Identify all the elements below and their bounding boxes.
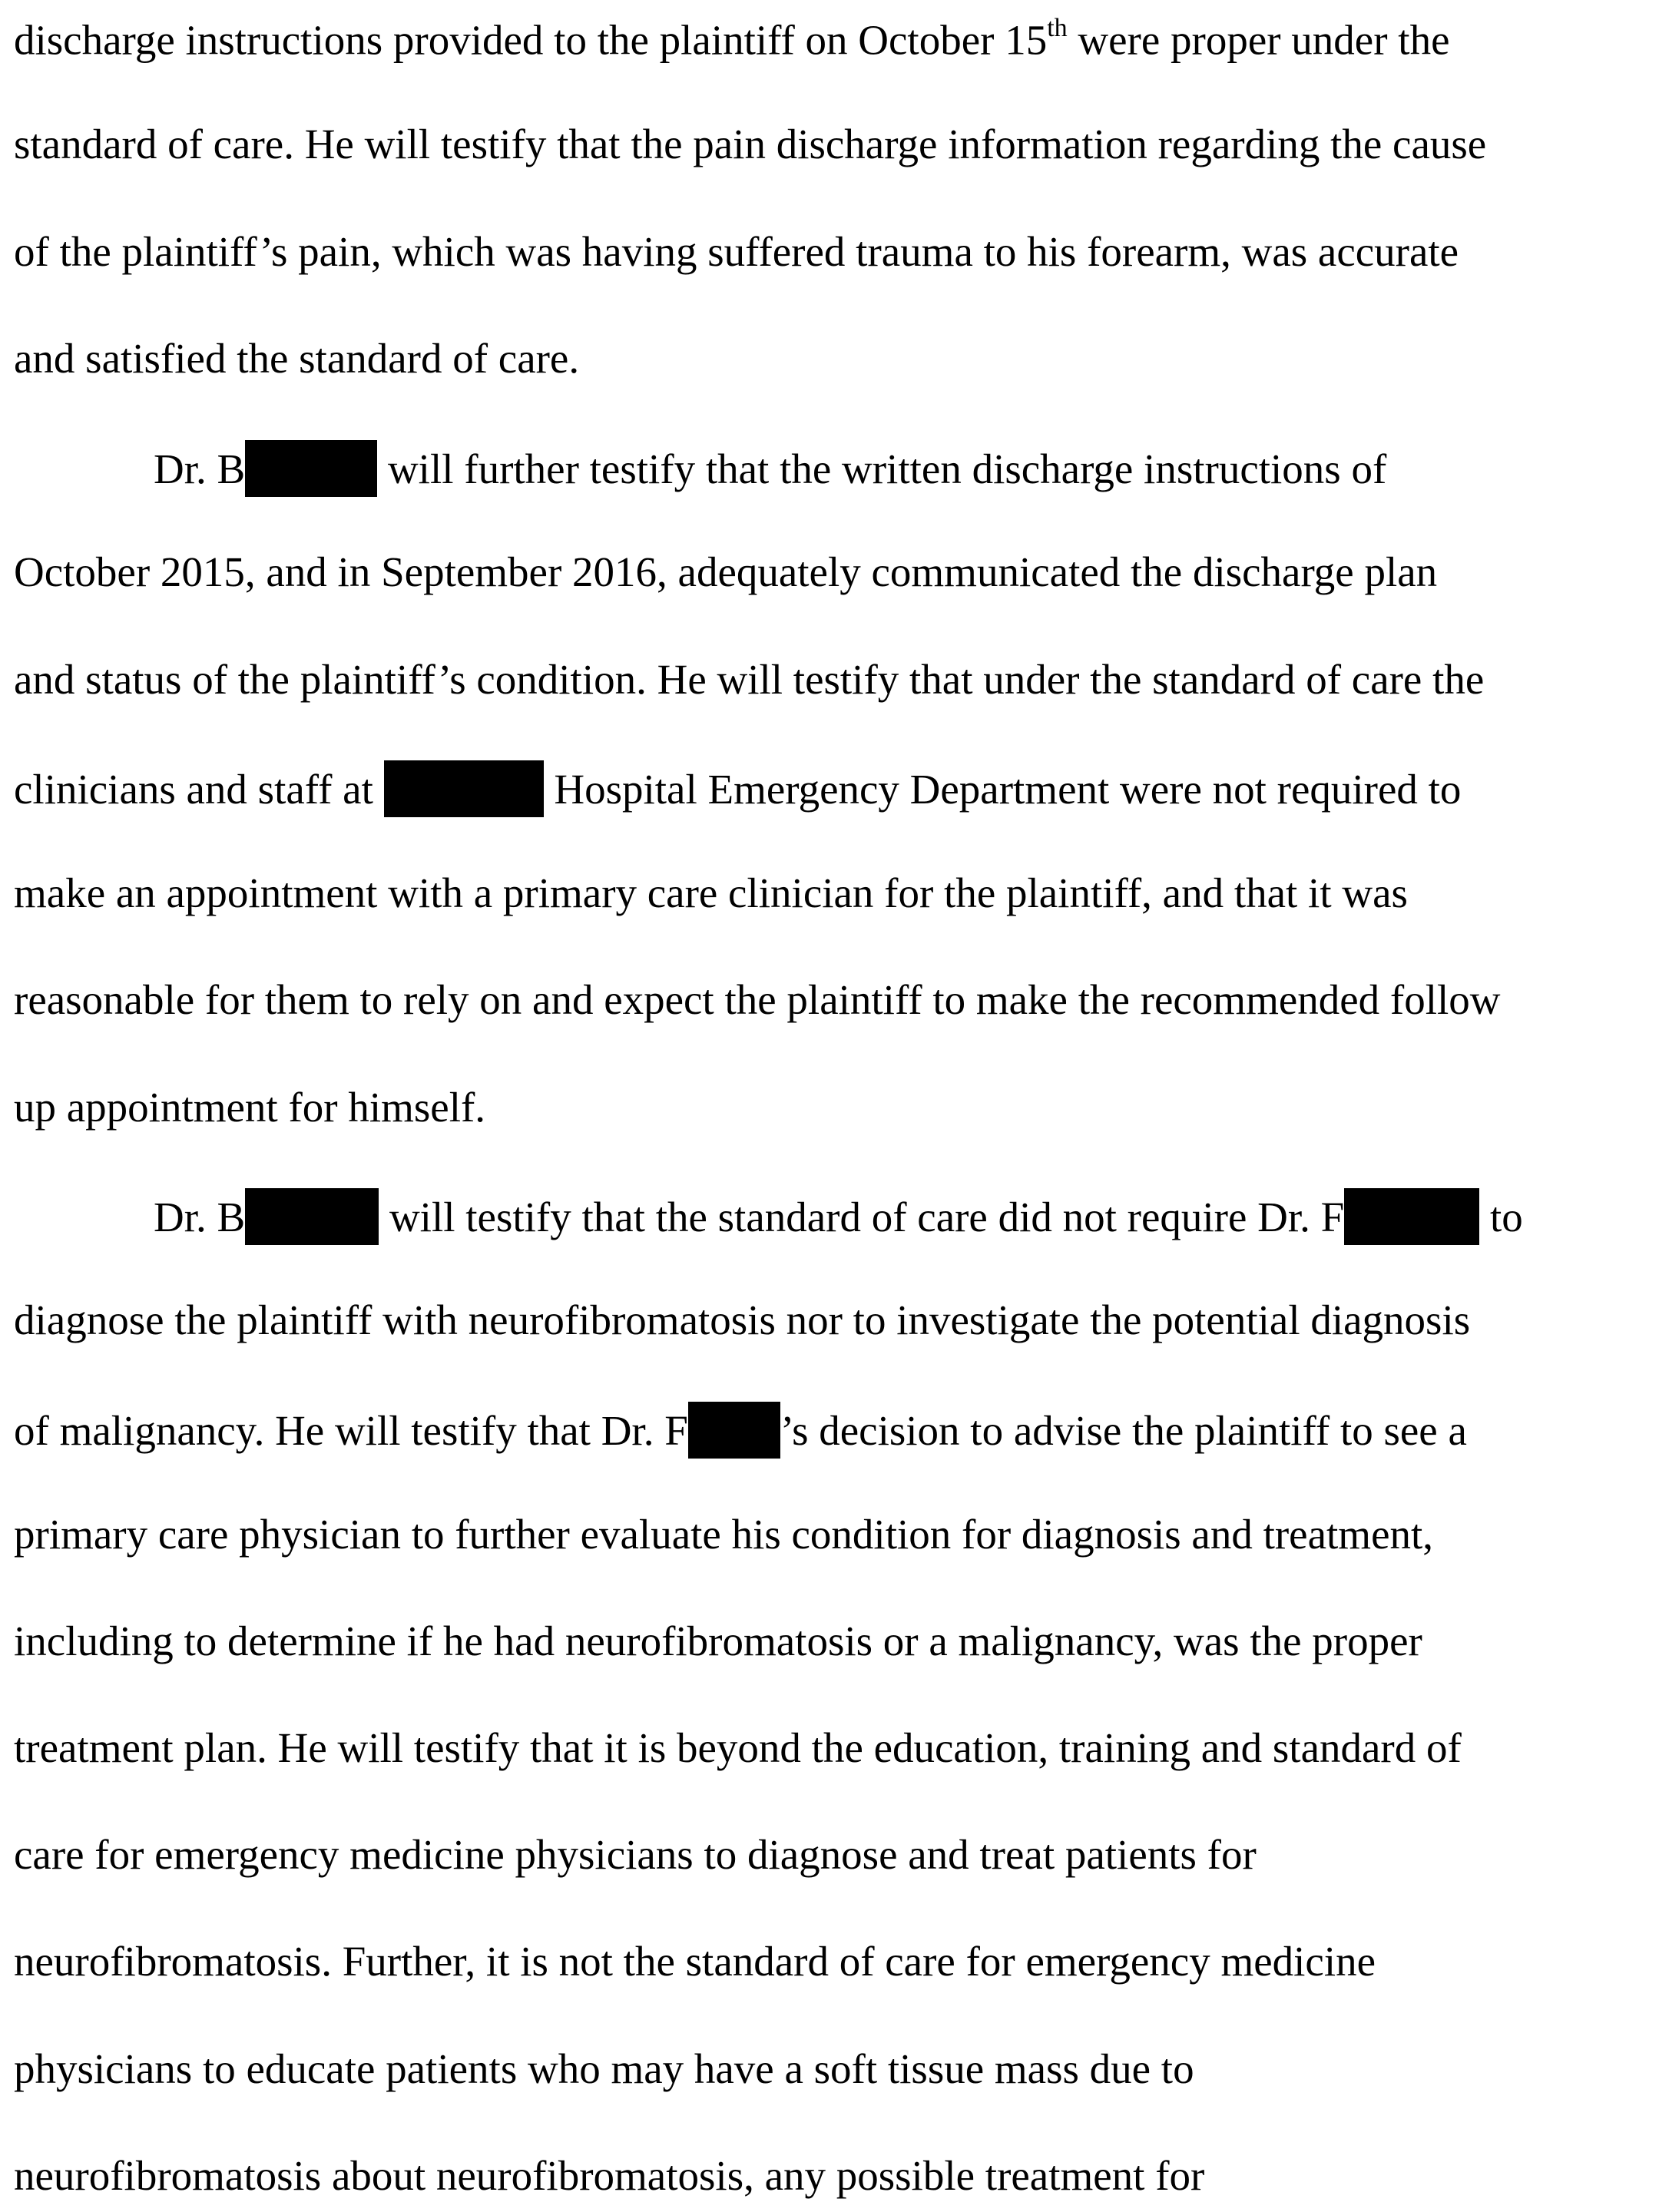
text-line: standard of care. He will testify that the pain discharge information regarding the cause bbox=[14, 121, 1487, 167]
text-line: of the plaintiff’s pain, which was having suffered trauma to his forearm, was accurate bbox=[14, 228, 1459, 275]
text-line: primary care physician to further evaluate his condition for diagnosis and treatment, bbox=[14, 1511, 1434, 1558]
redaction-box bbox=[688, 1402, 780, 1459]
text-line: make an appointment with a primary care clinician for the plaintiff, and that it was bbox=[14, 869, 1408, 916]
text-line: neurofibromatosis. Further, it is not the standard of care for emergency medicine bbox=[14, 1938, 1376, 1985]
text-line: of malignancy. He will testify that Dr. F ’s decision to advise the plaintiff to see a bbox=[14, 1402, 1467, 1459]
text-line: neurofibromatosis about neurofibromatosis, any possible treatment for bbox=[14, 2152, 1205, 2199]
text-line: diagnose the plaintiff with neurofibromatosis nor to investigate the potential diagnosis bbox=[14, 1296, 1471, 1343]
text-line: up appointment for himself. bbox=[14, 1084, 486, 1131]
paragraph-start-line: Dr. B will testify that the standard of care did not require Dr. F to bbox=[154, 1188, 1523, 1245]
redaction-box bbox=[1344, 1188, 1479, 1245]
redaction-box bbox=[245, 1188, 379, 1245]
text-line: including to determine if he had neurofibromatosis or a malignancy, was the proper bbox=[14, 1618, 1422, 1664]
redaction-box bbox=[245, 440, 377, 497]
text-line: physicians to educate patients who may have a soft tissue mass due to bbox=[14, 2045, 1194, 2092]
text-line: and satisfied the standard of care. bbox=[14, 335, 580, 382]
text-line: clinicians and staff at Hospital Emergency Department were not required to bbox=[14, 760, 1461, 817]
text-line: treatment plan. He will testify that it is beyond the education, training and standard of bbox=[14, 1724, 1462, 1771]
paragraph-start-line: Dr. B will further testify that the written discharge instructions of bbox=[154, 440, 1386, 497]
text-line: October 2015, and in September 2016, adequately communicated the discharge plan bbox=[14, 548, 1438, 595]
text-line: care for emergency medicine physicians to diagnose and treat patients for bbox=[14, 1831, 1257, 1878]
redaction-box bbox=[384, 760, 544, 817]
text-line: discharge instructions provided to the plaintiff on October 15th were proper under the bbox=[14, 14, 1450, 64]
text-line: reasonable for them to rely on and expect the plaintiff to make the recommended follow bbox=[14, 976, 1501, 1023]
text-line: and status of the plaintiff’s condition. He will testify that under the standard of care the bbox=[14, 656, 1485, 703]
